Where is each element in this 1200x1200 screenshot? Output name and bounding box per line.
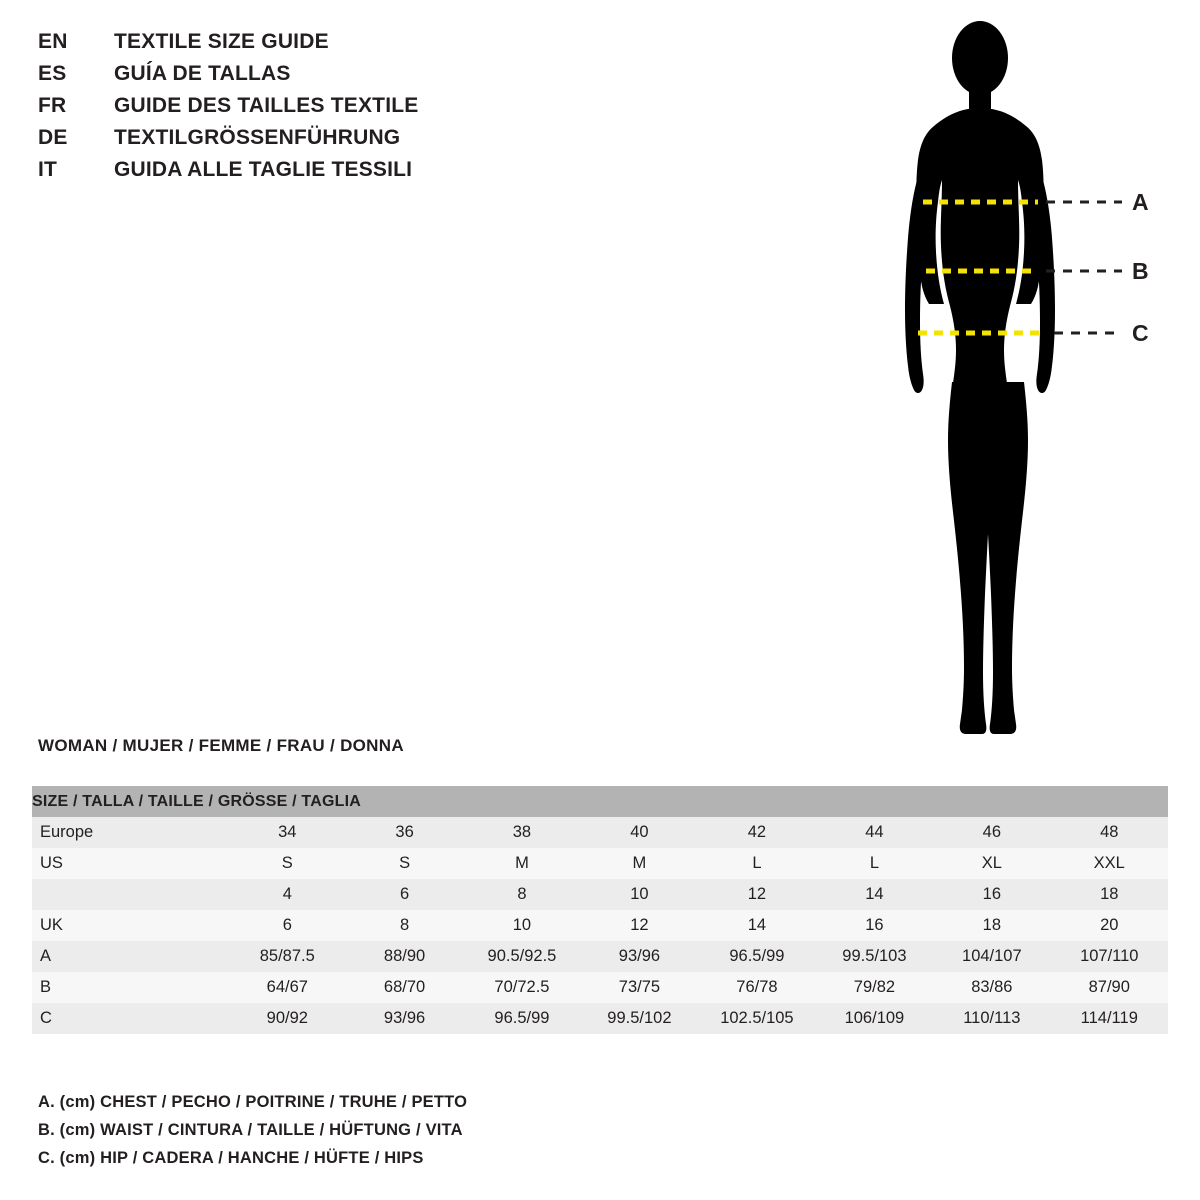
cell: 114/119 bbox=[1051, 1003, 1168, 1034]
cell: 16 bbox=[933, 879, 1050, 910]
cell: XL bbox=[933, 848, 1050, 879]
cell: 96.5/99 bbox=[698, 941, 816, 972]
table-row bbox=[32, 817, 1168, 848]
title-row-de bbox=[38, 126, 658, 158]
cell: 8 bbox=[463, 879, 581, 910]
cell: 4 bbox=[229, 879, 346, 910]
cell: 12 bbox=[698, 879, 816, 910]
cell: 93/96 bbox=[581, 941, 698, 972]
size-table bbox=[32, 786, 1168, 1034]
cell: S bbox=[229, 848, 346, 879]
row-label: Europe bbox=[32, 817, 229, 848]
table-header-row bbox=[32, 786, 1168, 817]
table-row bbox=[32, 972, 1168, 1003]
title-block bbox=[38, 30, 658, 190]
title-row-fr bbox=[38, 94, 658, 126]
table-row bbox=[32, 1003, 1168, 1034]
row-label: UK bbox=[32, 910, 229, 941]
cell: 68/70 bbox=[346, 972, 463, 1003]
cell: 16 bbox=[816, 910, 933, 941]
cell: 34 bbox=[229, 817, 346, 848]
title-text-it: GUIDA ALLE TAGLIE TESSILI bbox=[114, 158, 413, 181]
measure-label-a: A bbox=[1132, 189, 1149, 215]
cell: S bbox=[346, 848, 463, 879]
cell: 10 bbox=[463, 910, 581, 941]
cell: XXL bbox=[1051, 848, 1168, 879]
title-row-en bbox=[38, 30, 658, 62]
title-text-es: GUÍA DE TALLAS bbox=[114, 62, 291, 85]
row-label: C bbox=[32, 1003, 229, 1034]
cell: 90.5/92.5 bbox=[463, 941, 581, 972]
table-row bbox=[32, 848, 1168, 879]
cell: 6 bbox=[229, 910, 346, 941]
table-row bbox=[32, 941, 1168, 972]
cell: 107/110 bbox=[1051, 941, 1168, 972]
cell: 76/78 bbox=[698, 972, 816, 1003]
section-heading: WOMAN / MUJER / FEMME / FRAU / DONNA bbox=[38, 736, 404, 755]
row-label: US bbox=[32, 848, 229, 879]
title-lang-fr: FR bbox=[38, 94, 67, 117]
cell: 110/113 bbox=[933, 1003, 1050, 1034]
cell: 42 bbox=[698, 817, 816, 848]
title-row-it bbox=[38, 158, 658, 190]
cell: 99.5/102 bbox=[581, 1003, 698, 1034]
cell: 12 bbox=[581, 910, 698, 941]
cell: M bbox=[581, 848, 698, 879]
cell: 18 bbox=[1051, 879, 1168, 910]
title-lang-es: ES bbox=[38, 62, 67, 85]
cell: 40 bbox=[581, 817, 698, 848]
cell: 90/92 bbox=[229, 1003, 346, 1034]
cell: M bbox=[463, 848, 581, 879]
cell: 96.5/99 bbox=[463, 1003, 581, 1034]
cell: L bbox=[816, 848, 933, 879]
footnote-b: B. (cm) WAIST / CINTURA / TAILLE / HÜFTUNG / VITA bbox=[38, 1121, 463, 1139]
cell: 85/87.5 bbox=[229, 941, 346, 972]
title-lang-de: DE bbox=[38, 126, 68, 149]
cell: 46 bbox=[933, 817, 1050, 848]
footnote-a: A. (cm) CHEST / PECHO / POITRINE / TRUHE / PETTO bbox=[38, 1093, 468, 1111]
cell: 48 bbox=[1051, 817, 1168, 848]
cell: 70/72.5 bbox=[463, 972, 581, 1003]
cell: 104/107 bbox=[933, 941, 1050, 972]
cell: 36 bbox=[346, 817, 463, 848]
cell: 14 bbox=[698, 910, 816, 941]
title-row-es bbox=[38, 62, 658, 94]
title-text-en: TEXTILE SIZE GUIDE bbox=[114, 30, 329, 53]
row-label: B bbox=[32, 972, 229, 1003]
cell: 20 bbox=[1051, 910, 1168, 941]
table-row bbox=[32, 910, 1168, 941]
cell: 8 bbox=[346, 910, 463, 941]
cell: 93/96 bbox=[346, 1003, 463, 1034]
row-label bbox=[32, 879, 229, 910]
cell: 38 bbox=[463, 817, 581, 848]
footnotes bbox=[38, 1088, 467, 1172]
title-text-de: TEXTILGRÖSSENFÜHRUNG bbox=[114, 126, 401, 149]
title-text-fr: GUIDE DES TAILLES TEXTILE bbox=[114, 94, 419, 117]
cell: 18 bbox=[933, 910, 1050, 941]
cell: 79/82 bbox=[816, 972, 933, 1003]
cell: 99.5/103 bbox=[816, 941, 933, 972]
cell: 64/67 bbox=[229, 972, 346, 1003]
cell: 102.5/105 bbox=[698, 1003, 816, 1034]
title-lang-en: EN bbox=[38, 30, 68, 53]
cell: 14 bbox=[816, 879, 933, 910]
cell: 106/109 bbox=[816, 1003, 933, 1034]
body-silhouette-shape bbox=[905, 21, 1055, 734]
cell: 83/86 bbox=[933, 972, 1050, 1003]
cell: 88/90 bbox=[346, 941, 463, 972]
female-body-figure bbox=[860, 20, 1190, 740]
cell: L bbox=[698, 848, 816, 879]
table-header-label: SIZE / TALLA / TAILLE / GRÖSSE / TAGLIA bbox=[32, 786, 1168, 817]
cell: 73/75 bbox=[581, 972, 698, 1003]
cell: 10 bbox=[581, 879, 698, 910]
cell: 44 bbox=[816, 817, 933, 848]
row-label: A bbox=[32, 941, 229, 972]
measure-label-c: C bbox=[1132, 320, 1149, 346]
cell: 87/90 bbox=[1051, 972, 1168, 1003]
table-row bbox=[32, 879, 1168, 910]
title-lang-it: IT bbox=[38, 158, 58, 181]
measure-label-b: B bbox=[1132, 258, 1149, 284]
cell: 6 bbox=[346, 879, 463, 910]
footnote-c: C. (cm) HIP / CADERA / HANCHE / HÜFTE / HIPS bbox=[38, 1149, 424, 1167]
